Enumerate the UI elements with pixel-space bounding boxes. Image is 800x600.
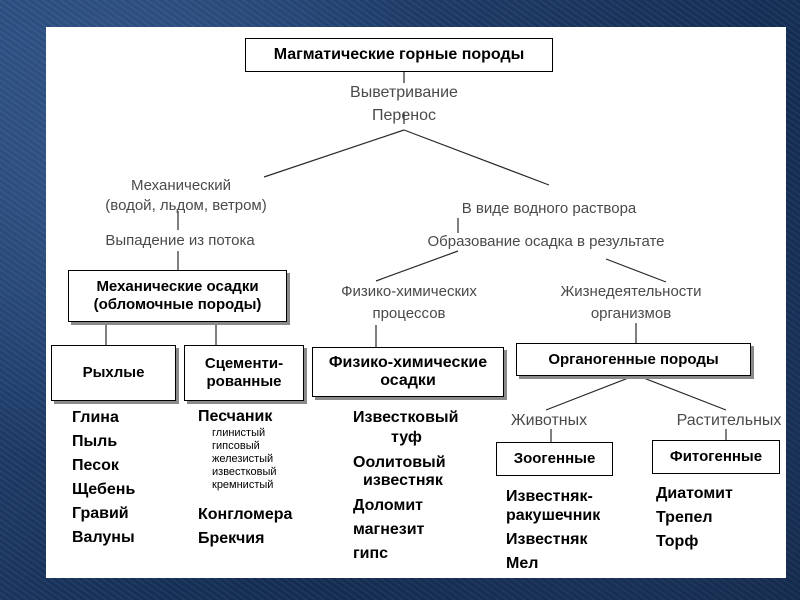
mechanical-agents-label: (водой, льдом, ветром) <box>105 197 267 214</box>
list-item: Торф <box>656 533 699 550</box>
phytogenic-box: Фитогенные <box>652 440 780 474</box>
transport-label: Перенос <box>372 107 436 124</box>
list-item: Песок <box>72 457 119 474</box>
sediment-formation-label: Образование осадка в результате <box>427 233 665 250</box>
list-item: Трепел <box>656 509 713 526</box>
physchem-process-label: Физико-химических <box>341 283 477 300</box>
sandstone-type: кремнистый <box>212 479 274 491</box>
connector <box>376 251 458 281</box>
weathering-label: Выветривание <box>350 84 458 101</box>
magmatic-rocks-box: Магматические горные породы <box>245 38 553 72</box>
list-item: Доломит <box>353 497 423 514</box>
organisms-activity-label-2: организмов <box>590 305 672 322</box>
organogenic-rocks-box: Органогенные породы <box>516 343 751 376</box>
list-item: Конгломера <box>198 506 293 523</box>
sandstone-type: железистый <box>212 453 274 465</box>
list-item: Глина <box>72 409 119 426</box>
physchem-sediments-box <box>312 347 504 397</box>
aqueous-solution-label: В виде водного раствора <box>461 200 637 217</box>
zoogenic-box: Зоогенные <box>496 442 613 476</box>
mechanical-label: Механический <box>131 177 231 194</box>
sandstone-type: известковый <box>212 466 277 478</box>
list-item: Известковый <box>353 409 459 426</box>
cemented-line1: Сцементи- <box>204 355 284 372</box>
list-item: Оолитовый <box>353 454 446 471</box>
plant-origin-label: Растительных <box>676 412 782 429</box>
physchem-sediments-line1: Физико-химические <box>328 354 488 371</box>
animal-origin-label: Животных <box>510 412 588 429</box>
list-item: Щебень <box>72 481 136 498</box>
organisms-activity-label: Жизнедеятельности <box>560 283 702 300</box>
list-item: Пыль <box>72 433 118 450</box>
cemented-box <box>184 345 304 401</box>
sandstone-type: гипсовый <box>212 440 260 452</box>
mechanical-sediments-box <box>68 270 287 322</box>
mechanical-sediments-line1: Механические осадки <box>96 278 259 295</box>
list-item: Известняк <box>506 531 588 548</box>
physchem-sediments-line2: осадки <box>380 372 436 389</box>
list-item: Известняк- <box>506 488 593 505</box>
list-item: гипс <box>353 545 389 562</box>
physchem-process-label-2: процессов <box>372 305 446 322</box>
list-item: известняк <box>363 472 443 489</box>
mechanical-sediments-line2: (обломочные породы) <box>93 296 262 313</box>
connector <box>264 130 404 177</box>
sandstone-type: глинистый <box>212 427 266 439</box>
list-item: магнезит <box>353 521 425 538</box>
connector <box>546 375 636 410</box>
loose-box: Рыхлые <box>51 345 176 401</box>
sandstone-label: Песчаник <box>198 408 273 425</box>
connector <box>404 130 549 185</box>
precipitation-label: Выпадение из потока <box>105 232 255 249</box>
list-item: Брекчия <box>198 530 265 547</box>
list-item: Валуны <box>72 529 135 546</box>
cemented-line2: рованные <box>206 373 282 390</box>
connector <box>606 259 666 282</box>
list-item: Гравий <box>72 505 129 522</box>
connector <box>636 375 726 410</box>
list-item: Диатомит <box>656 485 733 502</box>
list-item: туф <box>391 429 422 446</box>
diagram-canvas <box>46 27 786 578</box>
list-item: Мел <box>506 555 539 572</box>
list-item: ракушечник <box>506 507 601 524</box>
